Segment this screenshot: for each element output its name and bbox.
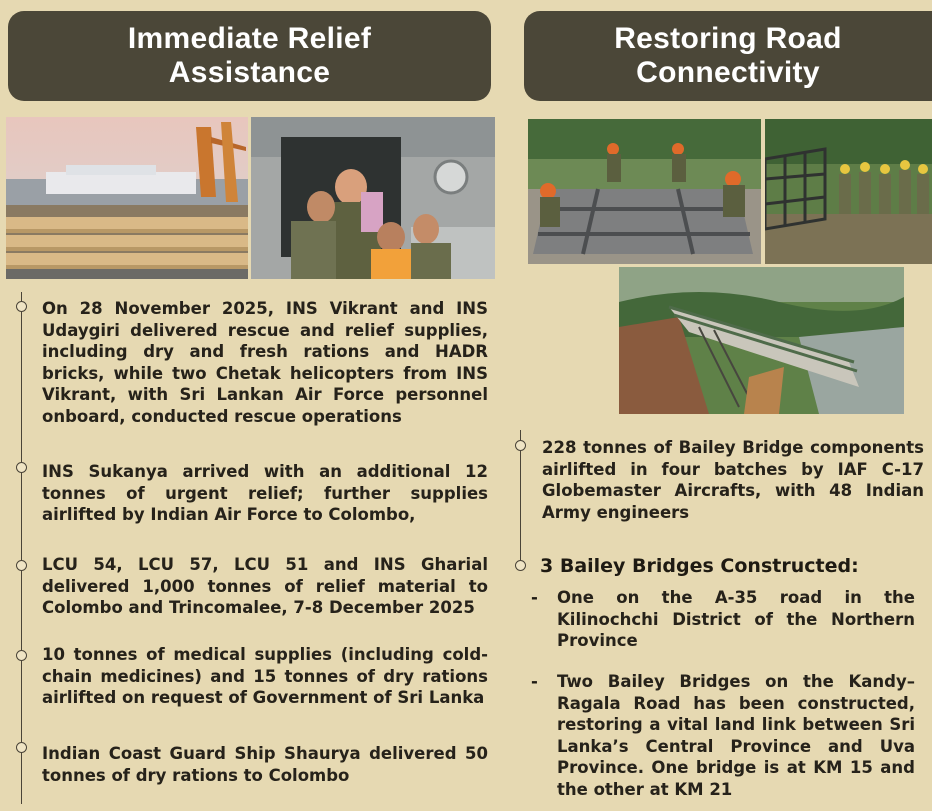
timeline-node <box>16 462 27 473</box>
road-timeline-line <box>520 430 521 570</box>
relief-item-vikrant: On 28 November 2025, INS Vikrant and INS Udaygiri delivered rescue and relief supplies, including dry and fresh rations and HADR bricks, while two Chetak helicopters from INS Vikrant, with Sri Lankan Air Force personnel onboard, conducted rescue operations <box>42 299 488 426</box>
timeline-node <box>16 301 27 312</box>
relief-section-title: Immediate Relief Assistance <box>8 11 491 101</box>
bailey-bridge-landscape-photo <box>619 267 904 414</box>
timeline-node <box>515 440 526 451</box>
timeline-node <box>515 560 526 571</box>
port-relief-supplies-photo <box>6 117 248 279</box>
relief-timeline-line <box>21 292 22 804</box>
helicopter-rescue-photo <box>251 117 495 279</box>
bridge-assembly-photo <box>528 119 761 264</box>
road-section-title: Restoring Road Connectivity <box>524 11 932 101</box>
list-dash: - <box>531 588 538 607</box>
bridge-engineers-photo <box>765 119 932 264</box>
road-item-airlift: 228 tonnes of Bailey Bridge components airlifted in four batches by IAF C-17 Globemaster Aircrafts, with 48 Indian Army engineers <box>542 438 924 522</box>
timeline-node <box>16 650 27 661</box>
bridge-item-kandy-ragala: Two Bailey Bridges on the Kandy–Ragala Road has been constructed, restoring a vital land link between Sri Lanka’s Central Province and Uva Province. One bridge is at KM 15 and the other at KM 21 <box>557 672 915 799</box>
timeline-node <box>16 742 27 753</box>
bridges-subheading: 3 Bailey Bridges Constructed: <box>540 555 859 577</box>
relief-item-lcu: LCU 54, LCU 57, LCU 51 and INS Gharial delivered 1,000 tonnes of relief material to Colombo and Trincomalee, 7-8 December 2025 <box>42 555 488 617</box>
list-dash: - <box>531 672 538 691</box>
bridge-item-a35: One on the A-35 road in the Kilinochchi District of the Northern Province <box>557 588 915 650</box>
relief-item-coast-guard: Indian Coast Guard Ship Shaurya delivered 50 tonnes of dry rations to Colombo <box>42 744 488 785</box>
relief-item-medical: 10 tonnes of medical supplies (including cold-chain medicines) and 15 tonnes of dry rations airlifted on request of Government of Sri Lanka <box>42 645 488 707</box>
timeline-node <box>16 560 27 571</box>
relief-item-sukanya: INS Sukanya arrived with an additional 12 tonnes of urgent relief; further supplies airlifted by Indian Air Force to Colombo, <box>42 462 488 524</box>
